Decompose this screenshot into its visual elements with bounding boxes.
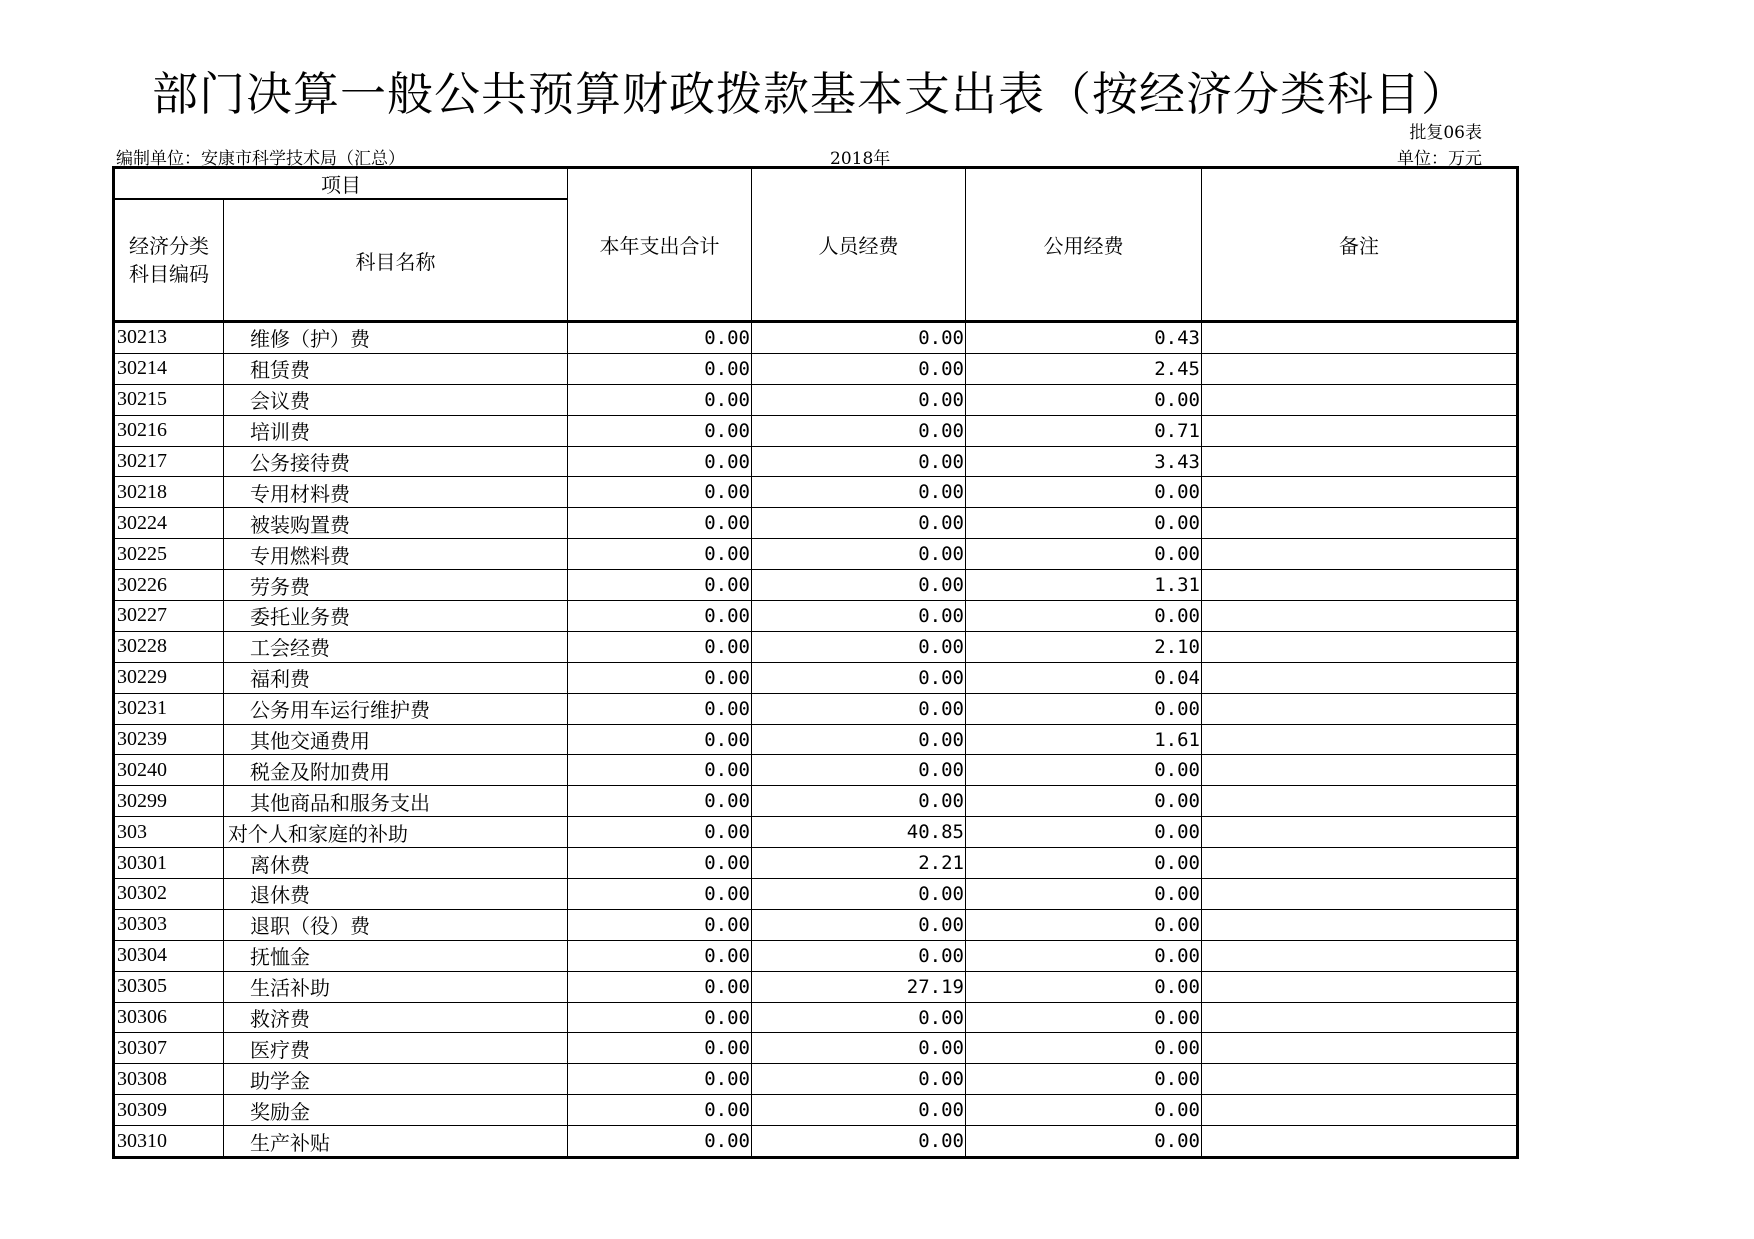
- table-body: [114, 322, 1518, 1158]
- table-row: [114, 631, 1518, 662]
- row-code: 30302: [114, 879, 224, 910]
- row-total: 0.00: [568, 384, 752, 415]
- row-total: 0.00: [568, 1095, 752, 1126]
- table-row: [114, 909, 1518, 940]
- row-public: 2.10: [966, 631, 1202, 662]
- reporting-unit: 编制单位：安康市科学技术局（汇总）: [116, 149, 405, 169]
- row-name: 医疗费: [224, 1033, 568, 1064]
- row-name: 离休费: [224, 848, 568, 879]
- row-total: 0.00: [568, 477, 752, 508]
- row-name: 工会经费: [224, 631, 568, 662]
- row-code: 30309: [114, 1095, 224, 1126]
- currency-unit: 单位：万元: [1397, 149, 1482, 169]
- row-remark: [1202, 1126, 1518, 1158]
- row-personnel: 0.00: [752, 693, 966, 724]
- row-public: 0.00: [966, 539, 1202, 570]
- row-code: 30306: [114, 1002, 224, 1033]
- row-name: 退职（役）费: [224, 909, 568, 940]
- row-name: 会议费: [224, 384, 568, 415]
- row-public: 0.04: [966, 662, 1202, 693]
- table-row: [114, 415, 1518, 446]
- row-personnel: 0.00: [752, 631, 966, 662]
- row-public: 0.00: [966, 879, 1202, 910]
- row-code: 30310: [114, 1126, 224, 1158]
- row-code: 30239: [114, 724, 224, 755]
- table-row: [114, 508, 1518, 539]
- row-personnel: 0.00: [752, 322, 966, 354]
- header-code-text: 经济分类科目编码: [129, 234, 209, 286]
- row-name: 公务接待费: [224, 446, 568, 477]
- row-code: 30224: [114, 508, 224, 539]
- row-remark: [1202, 1095, 1518, 1126]
- table-row: [114, 353, 1518, 384]
- row-name: 对个人和家庭的补助: [224, 817, 568, 848]
- row-personnel: 0.00: [752, 415, 966, 446]
- row-name: 专用材料费: [224, 477, 568, 508]
- row-name: 公务用车运行维护费: [224, 693, 568, 724]
- row-name: 抚恤金: [224, 940, 568, 971]
- row-name: 维修（护）费: [224, 322, 568, 354]
- row-name: 助学金: [224, 1064, 568, 1095]
- row-personnel: 0.00: [752, 1002, 966, 1033]
- table-row: [114, 601, 1518, 632]
- row-name: 奖励金: [224, 1095, 568, 1126]
- header-public: 公用经费: [966, 168, 1202, 322]
- row-personnel: 27.19: [752, 971, 966, 1002]
- row-public: 2.45: [966, 353, 1202, 384]
- row-public: 3.43: [966, 446, 1202, 477]
- row-name: 被装购置费: [224, 508, 568, 539]
- row-remark: [1202, 477, 1518, 508]
- header-name: 科目名称: [224, 199, 568, 322]
- row-remark: [1202, 415, 1518, 446]
- row-public: 0.00: [966, 940, 1202, 971]
- row-total: 0.00: [568, 1064, 752, 1095]
- row-total: 0.00: [568, 322, 752, 354]
- row-code: 303: [114, 817, 224, 848]
- row-personnel: 0.00: [752, 508, 966, 539]
- row-total: 0.00: [568, 755, 752, 786]
- row-personnel: 0.00: [752, 1064, 966, 1095]
- row-remark: [1202, 1002, 1518, 1033]
- row-total: 0.00: [568, 940, 752, 971]
- row-public: 0.00: [966, 909, 1202, 940]
- row-name: 生活补助: [224, 971, 568, 1002]
- table-row: [114, 755, 1518, 786]
- row-remark: [1202, 971, 1518, 1002]
- row-public: 0.00: [966, 384, 1202, 415]
- row-total: 0.00: [568, 848, 752, 879]
- row-remark: [1202, 570, 1518, 601]
- report-year: 2018年: [830, 149, 891, 169]
- row-remark: [1202, 662, 1518, 693]
- row-code: 30231: [114, 693, 224, 724]
- table-row: [114, 693, 1518, 724]
- header-personnel: 人员经费: [752, 168, 966, 322]
- row-total: 0.00: [568, 1002, 752, 1033]
- row-total: 0.00: [568, 1126, 752, 1158]
- table-row: [114, 662, 1518, 693]
- row-total: 0.00: [568, 570, 752, 601]
- row-total: 0.00: [568, 539, 752, 570]
- row-code: 30216: [114, 415, 224, 446]
- row-personnel: 0.00: [752, 786, 966, 817]
- row-public: 0.00: [966, 693, 1202, 724]
- row-code: 30307: [114, 1033, 224, 1064]
- row-total: 0.00: [568, 879, 752, 910]
- row-public: 1.61: [966, 724, 1202, 755]
- page-title: 部门决算一般公共预算财政拨款基本支出表（按经济分类科目）: [152, 67, 1468, 121]
- row-remark: [1202, 786, 1518, 817]
- row-total: 0.00: [568, 508, 752, 539]
- row-remark: [1202, 539, 1518, 570]
- row-personnel: 0.00: [752, 724, 966, 755]
- row-remark: [1202, 693, 1518, 724]
- table-row: [114, 786, 1518, 817]
- table-row: [114, 322, 1518, 354]
- row-public: 0.00: [966, 1064, 1202, 1095]
- row-total: 0.00: [568, 786, 752, 817]
- row-personnel: 0.00: [752, 446, 966, 477]
- row-personnel: 0.00: [752, 353, 966, 384]
- expenditure-table: [112, 166, 1519, 1159]
- row-remark: [1202, 724, 1518, 755]
- row-remark: [1202, 909, 1518, 940]
- row-public: 0.00: [966, 971, 1202, 1002]
- row-code: 30308: [114, 1064, 224, 1095]
- row-total: 0.00: [568, 817, 752, 848]
- row-name: 救济费: [224, 1002, 568, 1033]
- row-public: 1.31: [966, 570, 1202, 601]
- row-code: 30226: [114, 570, 224, 601]
- row-name: 其他交通费用: [224, 724, 568, 755]
- row-name: 福利费: [224, 662, 568, 693]
- row-personnel: 2.21: [752, 848, 966, 879]
- row-remark: [1202, 848, 1518, 879]
- row-public: 0.00: [966, 1002, 1202, 1033]
- row-name: 培训费: [224, 415, 568, 446]
- row-code: 30217: [114, 446, 224, 477]
- row-code: 30213: [114, 322, 224, 354]
- row-code: 30215: [114, 384, 224, 415]
- table-row: [114, 817, 1518, 848]
- row-code: 30214: [114, 353, 224, 384]
- row-personnel: 0.00: [752, 662, 966, 693]
- table-row: [114, 724, 1518, 755]
- row-code: 30228: [114, 631, 224, 662]
- row-total: 0.00: [568, 601, 752, 632]
- row-total: 0.00: [568, 353, 752, 384]
- row-name: 劳务费: [224, 570, 568, 601]
- header-code: [114, 199, 224, 322]
- row-personnel: 0.00: [752, 570, 966, 601]
- row-personnel: 0.00: [752, 1126, 966, 1158]
- row-public: 0.00: [966, 601, 1202, 632]
- table-row: [114, 971, 1518, 1002]
- table-row: [114, 1095, 1518, 1126]
- row-personnel: 0.00: [752, 384, 966, 415]
- table-row: [114, 446, 1518, 477]
- row-code: 30229: [114, 662, 224, 693]
- header-item: 项目: [114, 168, 568, 200]
- row-code: 30225: [114, 539, 224, 570]
- table-row: [114, 1126, 1518, 1158]
- row-personnel: 0.00: [752, 477, 966, 508]
- row-total: 0.00: [568, 971, 752, 1002]
- row-total: 0.00: [568, 415, 752, 446]
- row-remark: [1202, 353, 1518, 384]
- row-personnel: 0.00: [752, 879, 966, 910]
- table-row: [114, 570, 1518, 601]
- row-public: 0.00: [966, 508, 1202, 539]
- table-row: [114, 848, 1518, 879]
- row-personnel: 0.00: [752, 601, 966, 632]
- table-row: [114, 539, 1518, 570]
- table-row: [114, 940, 1518, 971]
- row-total: 0.00: [568, 724, 752, 755]
- row-code: 30240: [114, 755, 224, 786]
- header-total: 本年支出合计: [568, 168, 752, 322]
- row-remark: [1202, 384, 1518, 415]
- row-name: 其他商品和服务支出: [224, 786, 568, 817]
- row-public: 0.00: [966, 1095, 1202, 1126]
- row-personnel: 0.00: [752, 909, 966, 940]
- row-code: 30299: [114, 786, 224, 817]
- row-remark: [1202, 631, 1518, 662]
- row-remark: [1202, 508, 1518, 539]
- row-personnel: 0.00: [752, 1033, 966, 1064]
- table-row: [114, 384, 1518, 415]
- table-row: [114, 1002, 1518, 1033]
- row-name: 税金及附加费用: [224, 755, 568, 786]
- row-name: 生产补贴: [224, 1126, 568, 1158]
- header-remark: 备注: [1202, 168, 1518, 322]
- form-number: 批复06表: [1409, 123, 1482, 143]
- row-public: 0.00: [966, 786, 1202, 817]
- table-row: [114, 1033, 1518, 1064]
- row-total: 0.00: [568, 909, 752, 940]
- row-public: 0.71: [966, 415, 1202, 446]
- row-remark: [1202, 879, 1518, 910]
- row-code: 30218: [114, 477, 224, 508]
- row-public: 0.00: [966, 817, 1202, 848]
- row-total: 0.00: [568, 1033, 752, 1064]
- table-header: [114, 168, 1518, 322]
- row-remark: [1202, 1064, 1518, 1095]
- row-remark: [1202, 446, 1518, 477]
- row-personnel: 0.00: [752, 940, 966, 971]
- row-total: 0.00: [568, 662, 752, 693]
- row-code: 30301: [114, 848, 224, 879]
- row-remark: [1202, 755, 1518, 786]
- row-public: 0.00: [966, 755, 1202, 786]
- row-remark: [1202, 817, 1518, 848]
- row-personnel: 40.85: [752, 817, 966, 848]
- row-total: 0.00: [568, 631, 752, 662]
- row-public: 0.00: [966, 1126, 1202, 1158]
- row-remark: [1202, 940, 1518, 971]
- row-personnel: 0.00: [752, 539, 966, 570]
- row-personnel: 0.00: [752, 755, 966, 786]
- row-public: 0.00: [966, 848, 1202, 879]
- row-total: 0.00: [568, 693, 752, 724]
- row-name: 专用燃料费: [224, 539, 568, 570]
- row-remark: [1202, 601, 1518, 632]
- row-public: 0.00: [966, 477, 1202, 508]
- row-remark: [1202, 322, 1518, 354]
- row-code: 30227: [114, 601, 224, 632]
- row-code: 30304: [114, 940, 224, 971]
- row-public: 0.43: [966, 322, 1202, 354]
- row-name: 委托业务费: [224, 601, 568, 632]
- row-name: 退休费: [224, 879, 568, 910]
- row-code: 30303: [114, 909, 224, 940]
- row-public: 0.00: [966, 1033, 1202, 1064]
- row-name: 租赁费: [224, 353, 568, 384]
- row-code: 30305: [114, 971, 224, 1002]
- table-row: [114, 879, 1518, 910]
- table-row: [114, 477, 1518, 508]
- row-total: 0.00: [568, 446, 752, 477]
- row-personnel: 0.00: [752, 1095, 966, 1126]
- row-remark: [1202, 1033, 1518, 1064]
- table-row: [114, 1064, 1518, 1095]
